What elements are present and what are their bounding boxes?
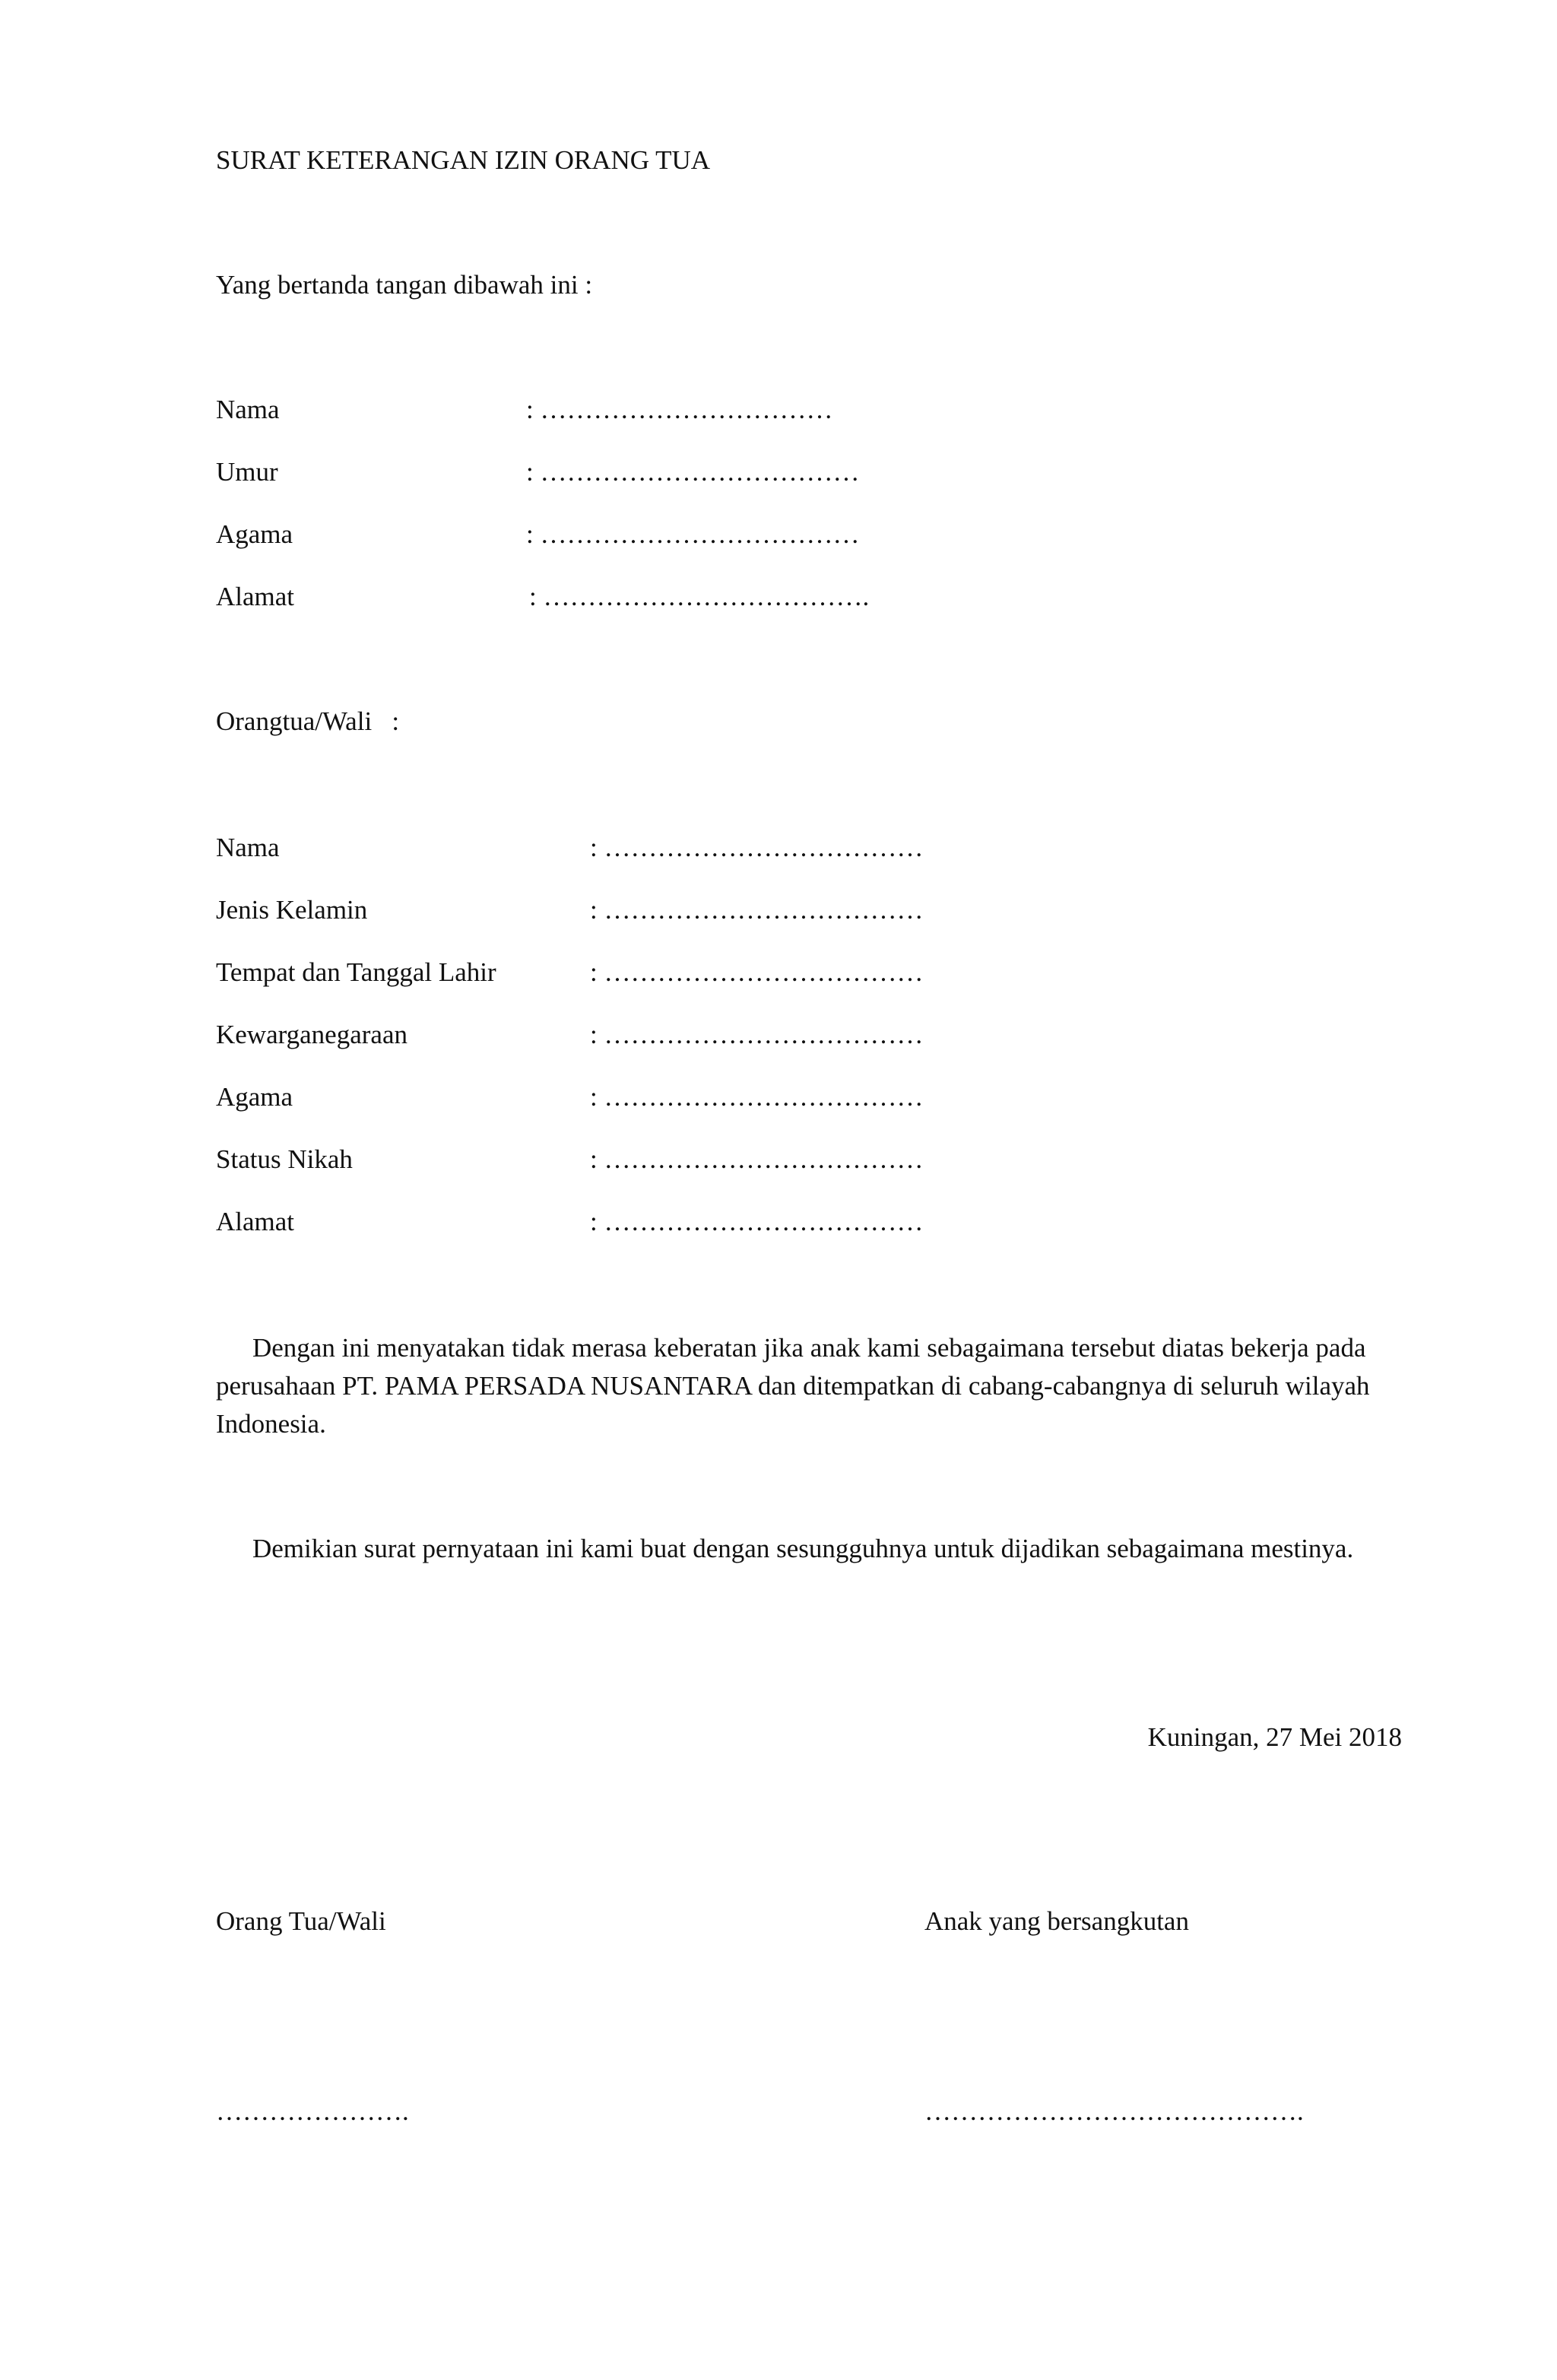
document-title: SURAT KETERANGAN IZIN ORANG TUA [216, 145, 711, 175]
intro-text: Yang bertanda tangan dibawah ini : [216, 270, 593, 300]
field-value: : ……………………………… [590, 1082, 924, 1112]
field-value: : ……………………………… [526, 457, 860, 487]
field-label: Umur [216, 457, 278, 487]
field-value: : ……………………………… [526, 519, 860, 549]
field-label: Jenis Kelamin [216, 895, 368, 925]
field-label: Kewarganegaraan [216, 1020, 407, 1049]
field-label: Alamat [216, 1207, 295, 1236]
signature-line-child: ……………………………………. [924, 2096, 1304, 2126]
field-value: : ………………………………. [529, 582, 870, 611]
field-value: : ……………………………… [590, 1144, 924, 1174]
field-value: : ……………………………… [590, 957, 924, 987]
place-date: Kuningan, 27 Mei 2018 [1147, 1722, 1402, 1752]
field-label: Status Nikah [216, 1144, 353, 1174]
field-label: Nama [216, 395, 280, 424]
field-value: : ……………………………… [590, 1020, 924, 1049]
guardian-heading: Orangtua/Wali : [216, 706, 400, 736]
field-label: Agama [216, 519, 293, 549]
field-label: Alamat [216, 582, 295, 611]
statement-paragraph: Dengan ini menyatakan tidak merasa keberatan jika anak kami sebagaimana tersebut diatas bekerja pada perusahaan PT. PAMA PERSADA NUSANTARA dan ditempatkan di cabang-cabangnya di seluruh wilayah Indonesia. [216, 1333, 1370, 1439]
signature-label-child: Anak yang bersangkutan [924, 1906, 1189, 1936]
field-label: Tempat dan Tanggal Lahir [216, 957, 496, 987]
field-value: : ……………………………… [590, 833, 924, 862]
signature-line-guardian: …………………. [216, 2096, 409, 2126]
closing-paragraph: Demikian surat pernyataan ini kami buat dengan sesungguhnya untuk dijadikan sebagaimana mestinya. [252, 1534, 1354, 1563]
field-label: Nama [216, 833, 280, 862]
field-value: : …………………………… [526, 395, 833, 424]
field-label: Agama [216, 1082, 293, 1112]
field-value: : ……………………………… [590, 895, 924, 925]
field-value: : ……………………………… [590, 1207, 924, 1236]
signature-label-guardian: Orang Tua/Wali [216, 1906, 386, 1936]
